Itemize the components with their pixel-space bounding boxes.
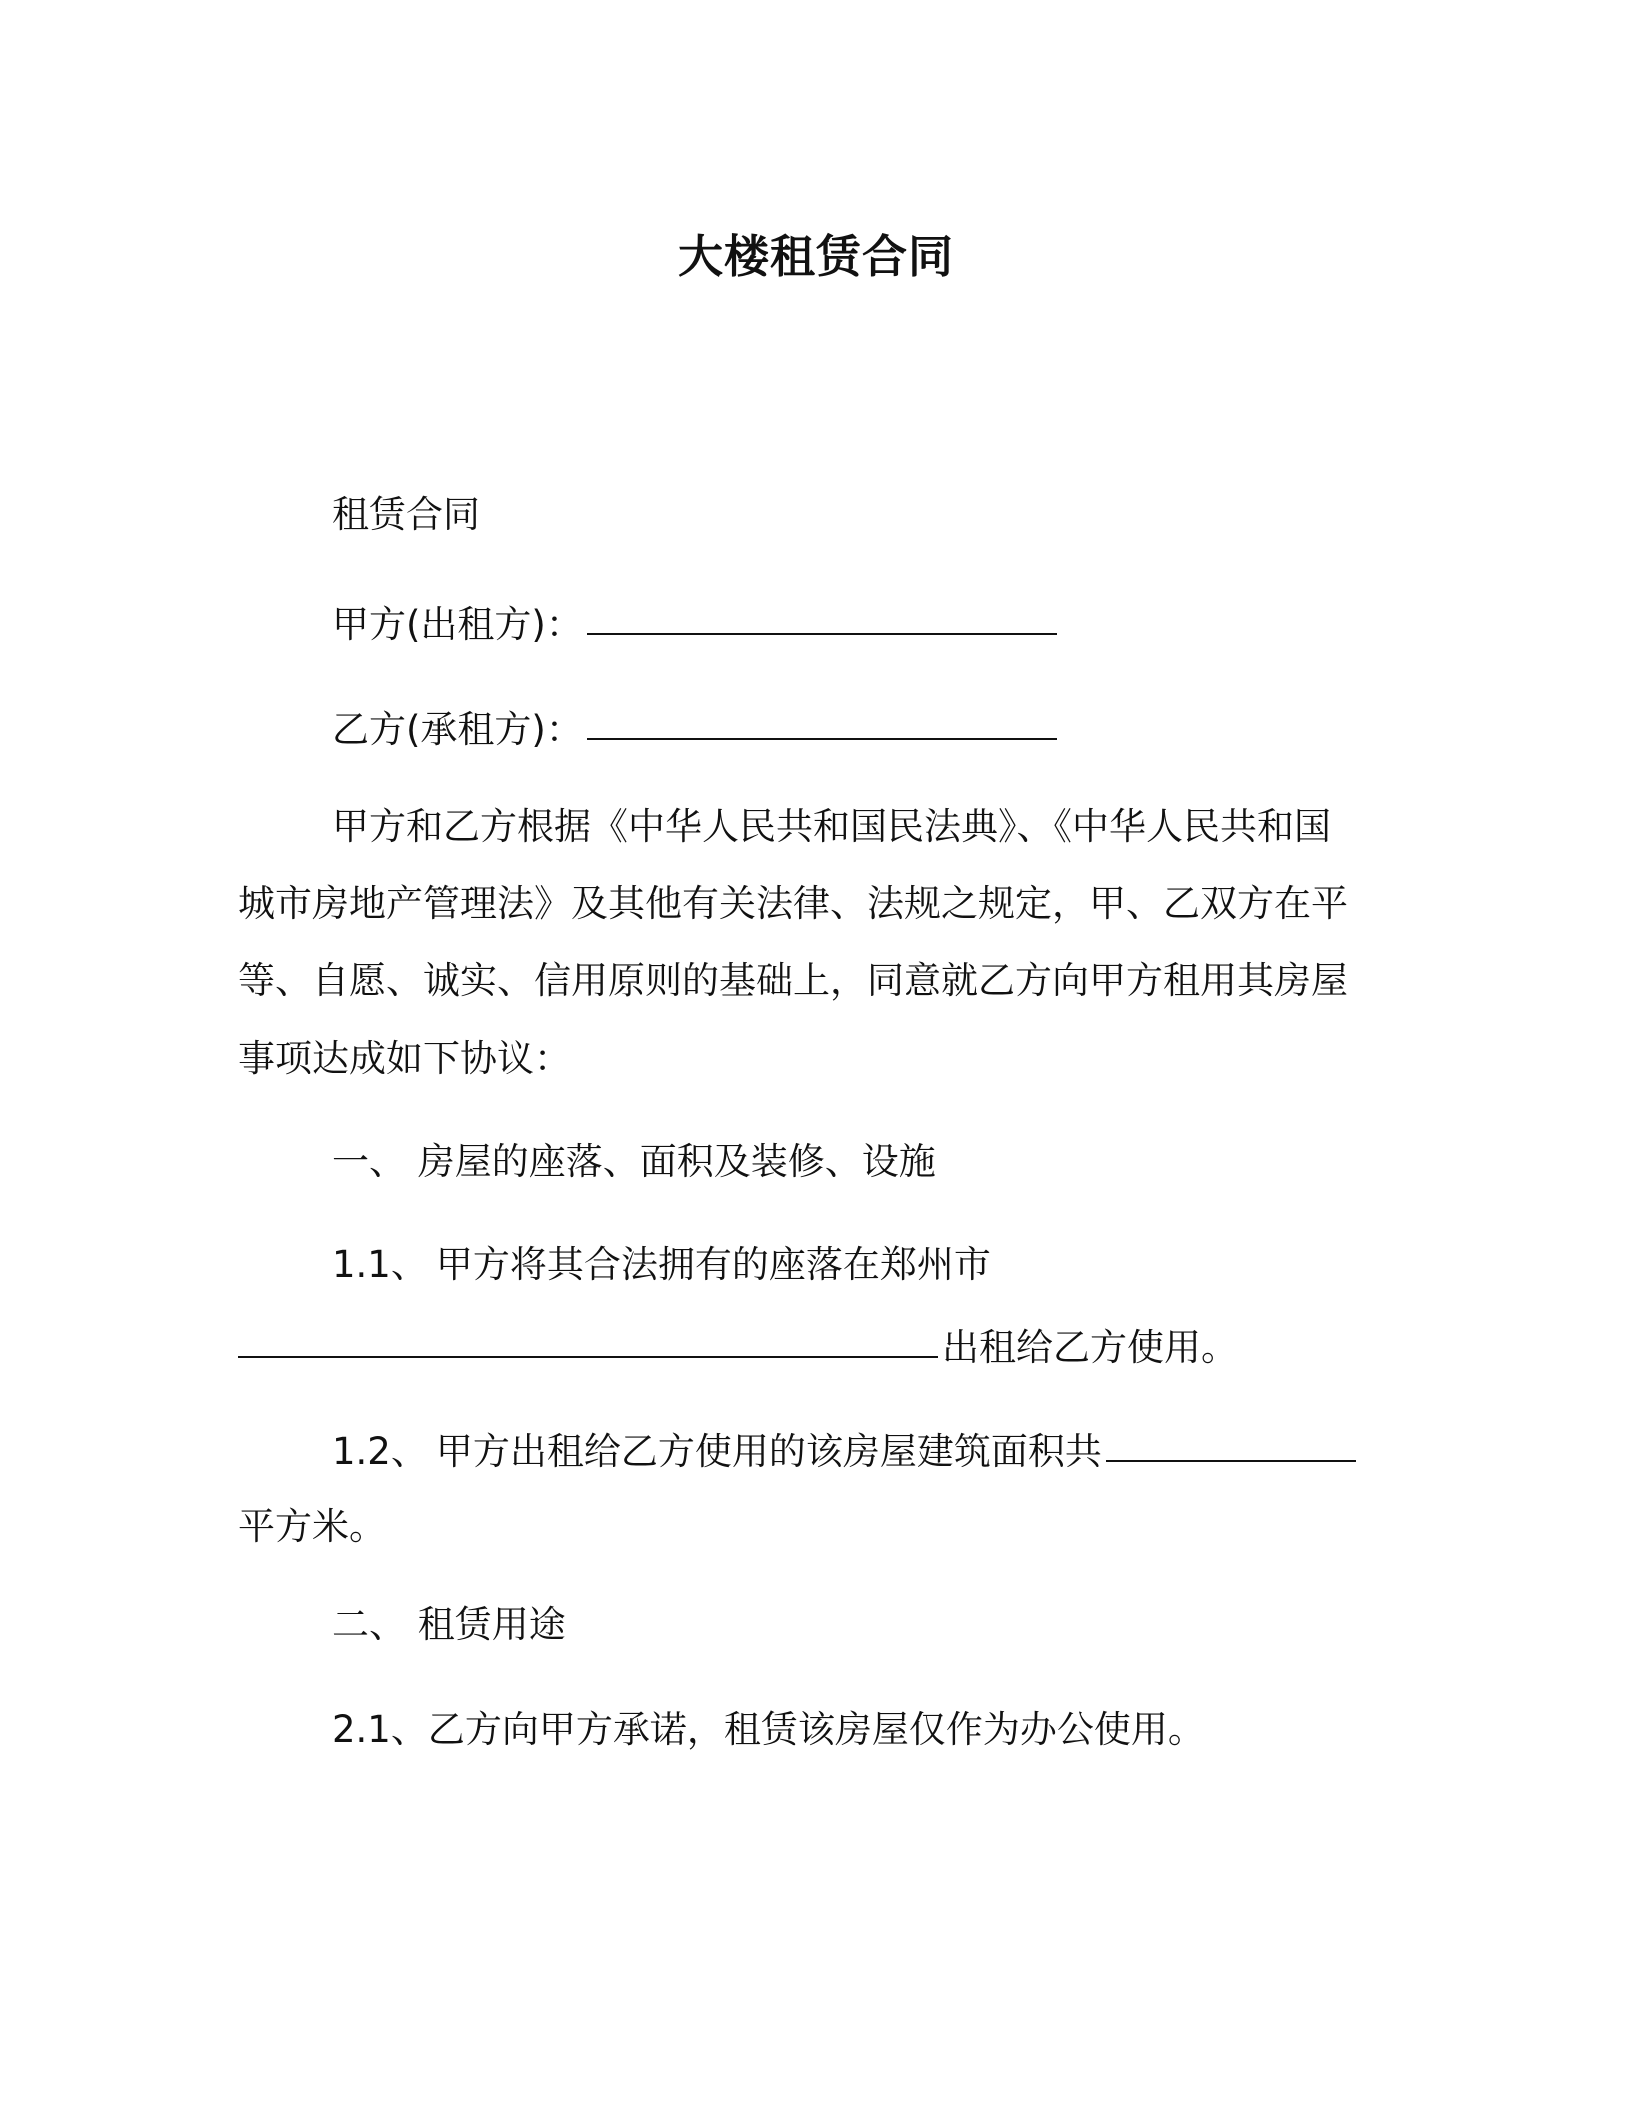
party-a-label: 甲方(出租方)： bbox=[332, 603, 583, 646]
party-b-label: 乙方(承租方)： bbox=[332, 708, 583, 751]
clause-1-1-text: 甲方将其合法拥有的座落在郑州市 bbox=[435, 1243, 991, 1286]
clause-1-1-number: 1.1、 bbox=[332, 1243, 428, 1286]
clause-2-1: 2.1、乙方向甲方承诺，租赁该房屋仅作为办公使用。 bbox=[332, 1708, 1205, 1751]
clause-1-1-tail: 出租给乙方使用。 bbox=[942, 1326, 1238, 1369]
clause-1-2-tail: 平方米。 bbox=[238, 1505, 386, 1548]
document-title: 大楼租赁合同 bbox=[677, 230, 954, 283]
party-a-line bbox=[332, 603, 1061, 647]
party-b-blank bbox=[587, 738, 1057, 740]
section-1-heading: 一、 房屋的座落、面积及装修、设施 bbox=[332, 1140, 936, 1183]
subtitle: 租赁合同 bbox=[332, 493, 480, 536]
section-2-heading: 二、 租赁用途 bbox=[332, 1603, 566, 1646]
clause-1-2-text: 甲方出租给乙方使用的该房屋建筑面积共 bbox=[435, 1430, 1102, 1473]
area-blank bbox=[1106, 1460, 1356, 1462]
address-blank bbox=[238, 1356, 938, 1358]
clause-1-2 bbox=[332, 1430, 1360, 1474]
party-a-blank bbox=[587, 633, 1057, 635]
clause-1-1-continued bbox=[238, 1326, 1238, 1370]
preamble-line: 等、自愿、诚实、信用原则的基础上，同意就乙方向甲方租用其房屋 bbox=[238, 959, 1348, 1002]
preamble-line: 事项达成如下协议： bbox=[238, 1037, 571, 1080]
party-b-line bbox=[332, 708, 1061, 752]
preamble-line: 城市房地产管理法》及其他有关法律、法规之规定，甲、乙双方在平 bbox=[238, 882, 1348, 925]
clause-1-1 bbox=[332, 1243, 991, 1287]
clause-1-2-number: 1.2、 bbox=[332, 1430, 428, 1473]
preamble-line: 甲方和乙方根据《中华人民共和国民法典》、《中华人民共和国 bbox=[332, 805, 1331, 848]
